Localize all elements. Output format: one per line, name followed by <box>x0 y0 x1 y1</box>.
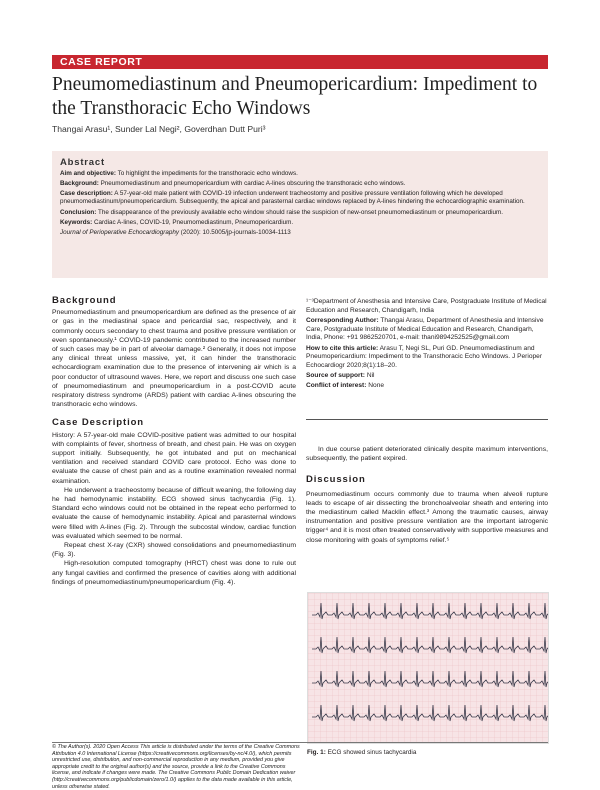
background-paragraph: Pneumomediastinum and pneumopericardium are defined as the presence of air or gas in the mediastinal space and pericardial sac, respectively, and it commonly occurs secondary to chest trauma and positive pressure ventilation or even spontaneously.¹ COVID-19 pandemic contributed to the increased number of such cases may be in part of alveolar damage.² Generally, it does not impose any clinical threat unless massive, yet, it can hinder the transthoracic echocardiogram examination due to the presence of intervening air which is a poor conductor of ultrasound waves. Here, we report and discuss one such case of pneumomediastinum and pneumopericardium in a post-COVID acute respiratory distress syndrome (ARDS) patient with cardiac A-lines obscuring the transthoracic echo windows. <box>52 309 296 409</box>
right-column-text <box>306 445 548 545</box>
case-paragraph: History: A 57-year-old male COVID-positive patient was admitted to our hospital with complaints of fever, shortness of breath, and chest pain. He was on oxygen support initially. Subsequently, he got intubated and put on mechanical ventilation and received standard COVID care protocol. Echo was done to evaluate the cause of chest pain and as a routine examination revealed normal examination. <box>52 431 296 485</box>
section-divider <box>306 419 548 420</box>
affiliation-block <box>306 298 548 393</box>
conflict-of-interest: Conflict of interest: None <box>306 382 385 390</box>
abstract-item: Case description: A 57-year-old male patient with COVID-19 infection underwent tracheostomy and positive pressure ventilation following which he developed pneumomediastinum/pneumopericardium. Subsequently, the apical and parasternal cardiac windows replaced by A-lines hindering the echocardiographic examination. <box>60 190 525 206</box>
discussion-paragraph: Pneumomediastinum occurs commonly due to trauma when alveoli rupture leads to escape of air dissecting the bronchoalveolar sheath and entering into the mediastinum called Macklin effect.³ Among the traumatic causes, airway instrumentation and positive pressure ventilation are the important iatrogenic trigger⁴ and it is most often treated conservatively with supportive measures and close monitoring with goals of symptoms relief.⁵ <box>306 490 548 544</box>
abstract-item: Conclusion: The disappearance of the previously available echo window should raise the suspicion of new-onset pneumomediastinum or pneumopericardium. <box>60 208 504 216</box>
how-to-cite: How to cite this article: Arasu T, Negi SL, Puri GD. Pneumomediastinum and Pneumopericardium: Impediment to the Transthoracic Echo Windows. J Perioper Echocardiogr 2020;8(1):18–20. <box>306 344 543 369</box>
abstract-item: Background: Pneumomediastinum and pneumopericardium with cardiac A-lines obscuring the transthoracic echo windows. <box>60 180 406 188</box>
abstract-box <box>52 151 548 278</box>
background-heading: Background <box>52 295 117 306</box>
case-heading: Case Description <box>52 417 145 429</box>
course-paragraph: In due course patient deteriorated clinically despite maximum interventions, subsequently, the patient expired. <box>306 446 548 463</box>
article-title: Pneumomediastinum and Pneumopericardium: Impediment to the Transthoracic Echo Windows <box>52 74 538 119</box>
case-paragraph: He underwent a tracheostomy because of difficult weaning, the following day he had hemodynamic instability. ECG showed sinus tachycardia (Fig. 1). Standard echo windows could not be obtained in the repeat echo performed to evaluate the cause of hemodynamic instability. Apical and parasternal windows were filled with A-lines (Fig. 2). Through the subcostal window, cardiac function was evaluated which seemed to be normal. <box>52 486 296 540</box>
department-affiliation: ¹⁻³Department of Anesthesia and Intensive Care, Postgraduate Institute of Medical Education and Research, Chandigarh, India <box>306 298 547 314</box>
license-text: © The Author(s). 2020 Open Access This article is distributed under the terms of the Creative Commons Attribution 4.0 International License (https://creativecommons.org/licenses/by-nc/4.0/), which permits unrestricted use, distribution, and non-commercial reproduction in any medium, provided you give appropriate credit to the original author(s) and the source, provide a link to the Creative Commons license, and indicate if changes were made. The Creative Commons Public Domain Dedication waiver (http://creativecommons.org/publicdomain/zero/1.0/) applies to the data made available in this article, unless otherwise stated. <box>52 744 300 790</box>
abstract-item: Aim and objective: To highlight the impediments for the transthoracic echo windows. <box>60 170 298 177</box>
left-column <box>52 296 296 587</box>
source-of-support: Source of support: Nil <box>306 372 375 380</box>
ecg-figure <box>307 592 549 744</box>
article-type-banner: CASE REPORT <box>52 55 548 69</box>
case-paragraph: High-resolution computed tomography (HRCT) chest was done to rule out any fungal cavities and confirmed the presence of cavities along with additional findings of pneumomediastinum/pneumopericardium (Fig. 4). <box>52 560 296 586</box>
abstract-citation: Journal of Perioperative Echocardiography (2020): 10.5005/jp-journals-10034-1113 <box>60 228 291 236</box>
discussion-heading: Discussion <box>306 474 366 486</box>
abstract-item: Keywords: Cardiac A-lines, COVID-19, Pneumomediastinum, Pneumopericardium. <box>60 218 294 226</box>
author-list: Thangai Arasu¹, Sunder Lal Negi², Goverdhan Dutt Puri³ <box>52 124 266 134</box>
abstract-heading: Abstract <box>60 157 105 168</box>
footer-separator <box>52 742 548 743</box>
case-paragraph: Repeat chest X-ray (CXR) showed consolidations and pneumomediastinum (Fig. 3). <box>52 542 296 559</box>
figure-caption: Fig. 1: ECG showed sinus tachycardia <box>307 749 417 756</box>
ecg-trace <box>308 593 548 743</box>
corresponding-author: Corresponding Author: Thangai Arasu, Department of Anesthesia and Intensive Care, Postgraduate Institute of Medical Education and Research, Chandigarh, India, Phone: +91 9862520701, e-mail: thani9894252525@gmail.com <box>306 316 544 342</box>
